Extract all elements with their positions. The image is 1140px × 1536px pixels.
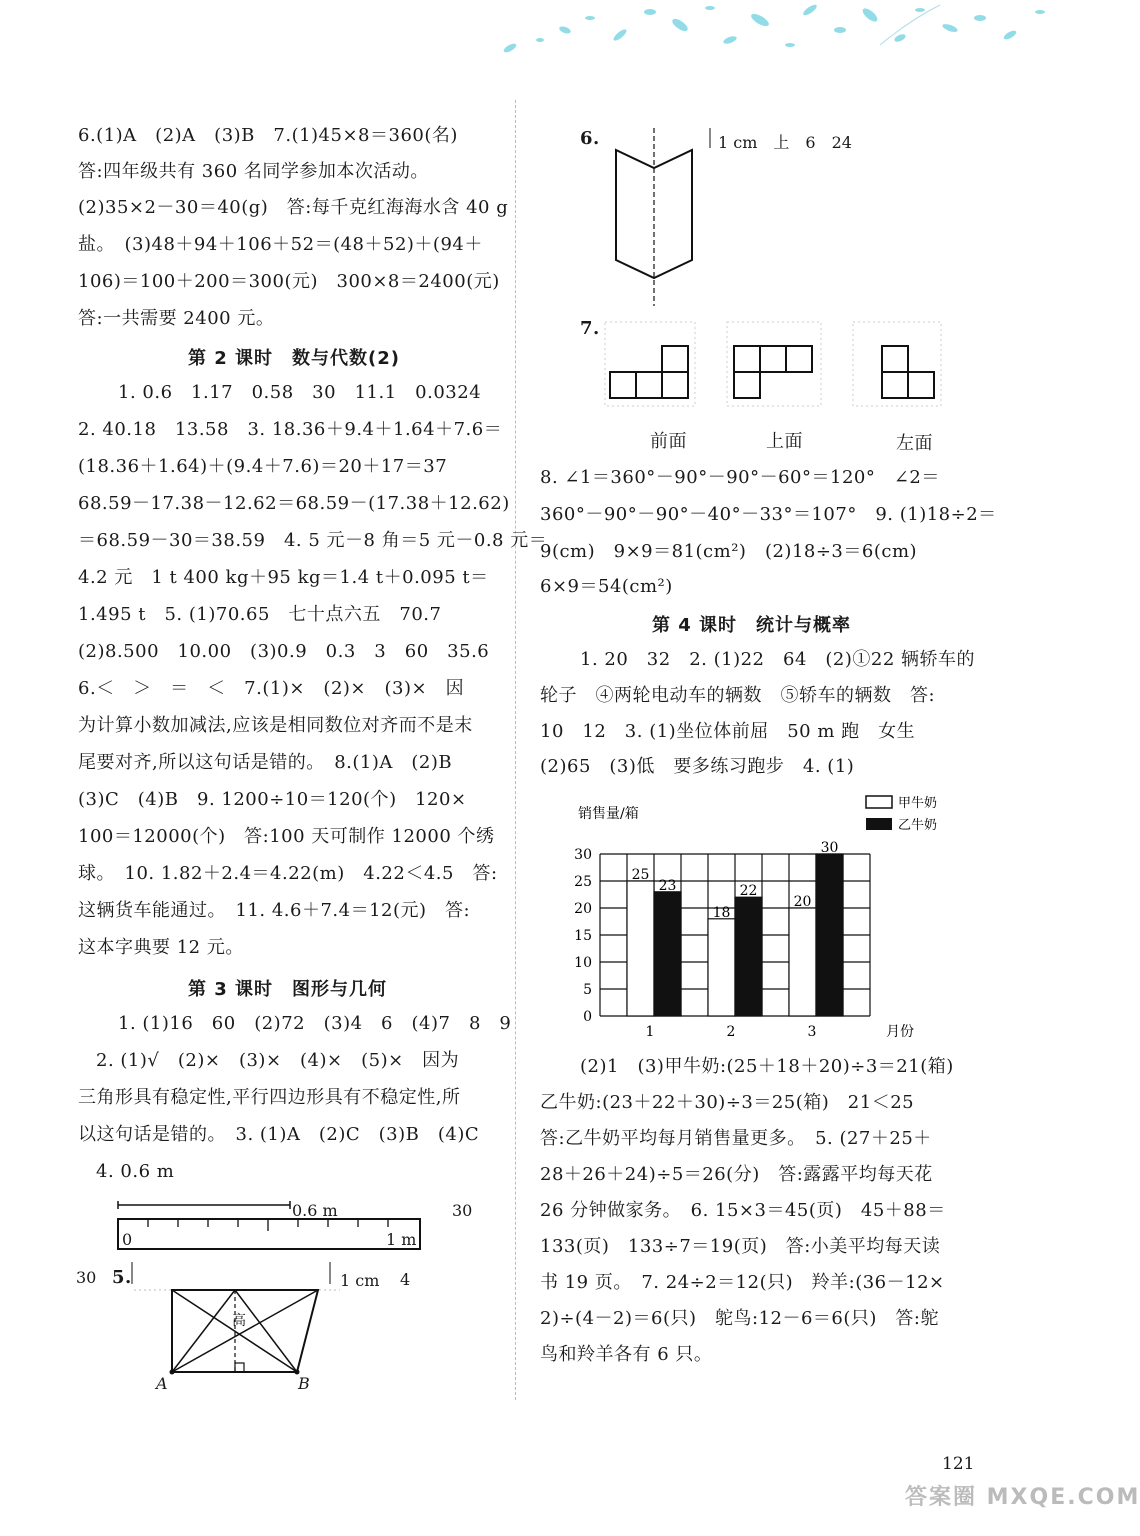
chart-y-tick-label: 30 [574,847,592,863]
chart-data-label: 20 [793,894,812,910]
chart-y-tick-label: 15 [574,928,592,944]
left-line-19: 100＝12000(个) 答:100 天可制作 12000 个绣 [78,826,495,847]
left-line-26: 以这句话是错的。 3. (1)A (2)C (3)B (4)C [78,1124,480,1145]
left-line-12: 4.2 元 1 t 400 kg＋95 kg＝1.4 t＋0.095 t＝ [78,567,489,588]
stray-number-30a: 30 [452,1201,473,1220]
column-divider [515,100,516,1400]
ruler-top-label: 0.6 m [292,1201,338,1220]
chart-x-tick-label: 1 [645,1024,655,1040]
legend-swatch-jia [866,796,892,808]
left-line-24: 2. (1)√ (2)× (3)× (4)× (5)× 因为 [96,1050,460,1071]
left-line-14: (2)8.500 10.00 (3)0.9 0.3 3 60 35.6 [78,641,490,662]
right-line-11: 答:乙牛奶平均每月销售量更多。 5. (27＋25＋ [540,1128,932,1149]
right-line-5: 1. 20 32 2. (1)22 64 (2)①22 辆轿车的 [580,649,976,670]
chart-bar [708,919,735,1016]
left-line-9: (18.36＋1.64)＋(9.4＋7.6)＝20＋17＝37 [78,456,448,477]
right-line-7: 10 12 3. (1)坐位体前屈 50 m 跑 女生 [540,721,916,742]
question-6-label: 6. [580,128,600,149]
view-left-label: 左面 [896,433,933,454]
chart-x-axis-label: 月份 [886,1024,914,1040]
right-line-13: 26 分钟做家务。 6. 15×3＝45(页) 45＋88＝ [540,1200,946,1221]
view-top-label: 上面 [766,431,803,452]
chart-y-tick-label: 0 [583,1009,592,1025]
right-line-1: 8. ∠1＝360°－90°－90°－60°＝120° ∠2＝ [540,467,940,488]
chart-data-label: 25 [631,867,650,883]
left-line-27: 4. 0.6 m [96,1161,175,1182]
point-a-label: A [156,1374,168,1393]
header-leaf-decoration [480,0,1063,70]
right-line-3: 9(cm) 9×9＝81(cm²) (2)18÷3＝6(cm) [540,541,918,562]
chart-bar [735,897,762,1016]
page-number: 121 [942,1454,975,1474]
chart-bar [654,892,681,1016]
view-front-label: 前面 [650,431,687,452]
right-line-2: 360°－90°－90°－40°－33°＝107° 9. (1)18÷2＝ [540,504,997,525]
chart-x-tick-label: 2 [726,1024,736,1040]
section-heading-lesson-3: 第 3 课时 图形与几何 [188,979,388,1000]
height-label: 高 [232,1313,246,1329]
legend-swatch-yi [866,818,892,830]
left-line-16: 为计算小数加减法,应该是相同数位对齐而不是末 [78,715,473,736]
right-line-4: 6×9＝54(cm²) [540,576,673,597]
section-heading-lesson-4: 第 4 课时 统计与概率 [652,615,852,636]
stray-number-30b: 30 [76,1268,97,1287]
left-line-4: 盐。 (3)48＋94＋106＋52＝(48＋52)＋(94＋ [78,234,483,255]
left-line-13: 1.495 t 5. (1)70.65 七十点六五 70.7 [78,604,442,625]
left-line-10: 68.59－17.38－12.62＝68.59－(17.38＋12.62) [78,493,510,514]
section-heading-lesson-2: 第 2 课时 数与代数(2) [188,348,401,369]
left-line-17: 尾要对齐,所以这句话是错的。 8.(1)A (2)B [78,752,453,773]
legend-label-yi: 乙牛奶 [898,818,938,833]
chart-y-tick-label: 10 [574,955,592,971]
chart-y-tick-label: 25 [574,874,592,890]
right-line-15: 书 19 页。 7. 24÷2＝12(只) 羚羊:(36－12× [540,1272,945,1293]
right-line-9: (2)1 (3)甲牛奶:(25＋18＋20)÷3＝21(箱) [580,1056,954,1077]
legend-label-jia: 甲牛奶 [898,796,938,811]
chart-data-label: 23 [658,877,677,894]
question-7-label: 7. [580,318,600,339]
left-line-15: 6.＜ ＞ ＝ ＜ 7.(1)× (2)× (3)× 因 [78,678,465,699]
chart-bar [627,881,654,1016]
scale-1cm-label: 1 cm [340,1271,380,1290]
left-line-1: 6.(1)A (2)A (3)B 7.(1)45×8＝360(名) [78,125,458,146]
watermark-text: 答案圈 MXQE.COM [905,1485,1140,1510]
left-line-20: 球。 10. 1.82＋2.4＝4.22(m) 4.22＜4.5 答: [78,863,498,884]
left-line-5: 106)＝100＋200＝300(元) 300×8＝2400(元) [78,271,500,292]
three-views-figure [605,318,945,410]
left-line-3: (2)35×2－30＝40(g) 答:每千克红海海水含 40 g [78,197,509,218]
left-line-21: 这辆货车能通过。 11. 4.6＋7.4＝12(元) 答: [78,900,471,921]
ruler-zero-label: 0 [122,1230,133,1249]
left-line-23: 1. (1)16 60 (2)72 (3)4 6 (4)7 8 9 [118,1013,512,1034]
left-line-25: 三角形具有稳定性,平行四边形具有不稳定性,所 [78,1087,461,1108]
chart-y-axis-label: 销售量/箱 [578,806,639,822]
chart-y-tick-label: 20 [574,901,592,917]
point-b-label: B [298,1374,310,1393]
left-line-7: 1. 0.6 1.17 0.58 30 11.1 0.0324 [118,382,482,403]
left-line-6: 答:一共需要 2400 元。 [78,308,275,329]
left-line-22: 这本字典要 12 元。 [78,937,244,958]
ruler-end-label: 1 m [386,1230,417,1249]
right-line-12: 28＋26＋24)÷5＝26(分) 答:露露平均每天花 [540,1164,933,1185]
chart-bar [789,908,816,1016]
left-line-11: ＝68.59－30＝38.59 4. 5 元－8 角＝5 元－0.8 元＝ [78,530,548,551]
right-line-16: 2)÷(4－2)＝6(只) 鸵鸟:12－6＝6(只) 答:鸵 [540,1308,939,1329]
right-line-17: 鸟和羚羊各有 6 只。 [540,1344,713,1365]
milk-sales-bar-chart [560,790,960,1040]
right-line-10: 乙牛奶:(23＋22＋30)÷3＝25(箱) 21＜25 [540,1092,915,1113]
chart-bar [816,854,843,1016]
question-6-answer: 1 cm 上 6 24 [718,133,852,152]
symmetric-figure [600,128,712,308]
chart-data-label: 22 [739,883,758,900]
left-line-2: 答:四年级共有 360 名同学参加本次活动。 [78,161,429,182]
left-line-18: (3)C (4)B 9. 1200÷10＝120(个) 120× [78,789,467,810]
chart-data-label: 30 [820,840,839,856]
left-line-8: 2. 40.18 13.58 3. 18.36＋9.4＋1.64＋7.6＝ [78,419,503,440]
right-line-14: 133(页) 133÷7＝19(页) 答:小美平均每天读 [540,1236,941,1257]
chart-data-label: 18 [712,904,731,921]
chart-x-tick-label: 3 [807,1024,817,1040]
chart-y-tick-label: 5 [583,982,592,998]
question-5-label: 5. [112,1267,132,1288]
stray-number-4: 4 [400,1270,411,1289]
right-line-8: (2)65 (3)低 要多练习跑步 4. (1) [540,756,855,777]
right-line-6: 轮子 ④两轮电动车的辆数 ⑤轿车的辆数 答: [540,685,936,706]
